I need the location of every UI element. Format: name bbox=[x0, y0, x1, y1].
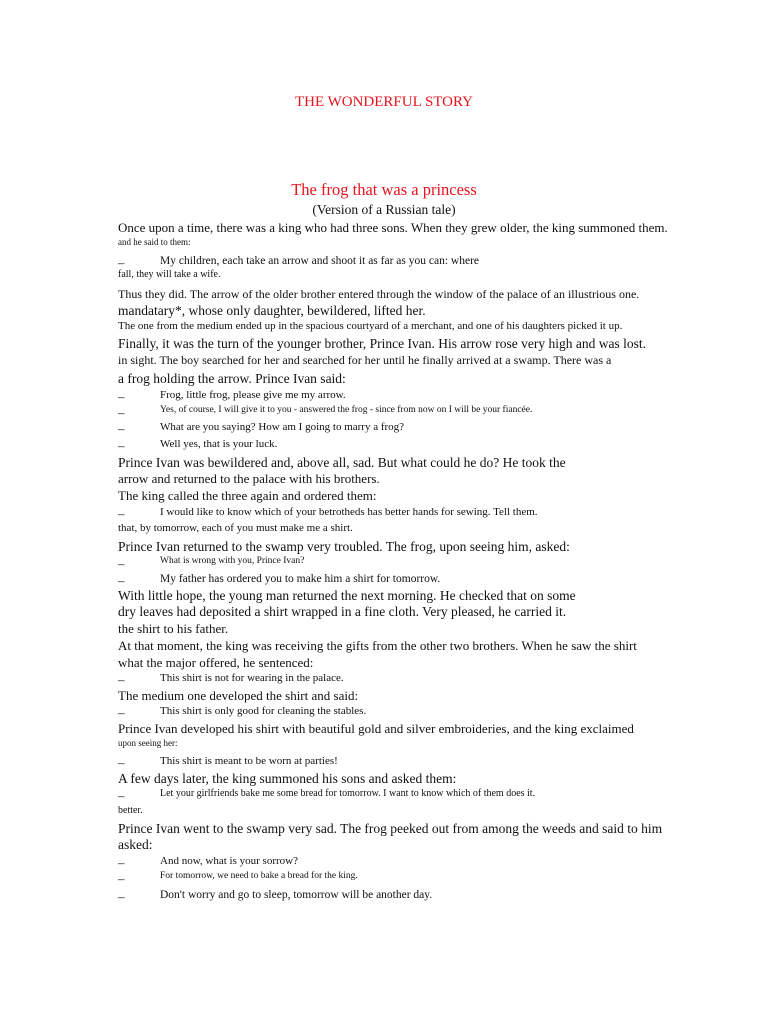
dialogue-line: This shirt is not for wearing in the palace. bbox=[160, 672, 344, 684]
dialogue-dash: – bbox=[118, 255, 125, 270]
dialogue-dash: – bbox=[118, 573, 125, 588]
dialogue-dash: – bbox=[118, 438, 125, 453]
paragraph-line: Finally, it was the turn of the younger brother, Prince Ivan. His arrow rose very high and was lost. bbox=[118, 336, 646, 351]
paragraph-line: what the major offered, he sentenced: bbox=[118, 655, 314, 670]
dialogue-dash: – bbox=[118, 705, 125, 720]
paragraph-line: dry leaves had deposited a shirt wrapped in a fine cloth. Very pleased, he carried it. bbox=[118, 604, 567, 619]
paragraph-line: A few days later, the king summoned his sons and asked them: bbox=[118, 771, 457, 786]
dialogue-dash: – bbox=[118, 871, 125, 886]
paragraph-line: the shirt to his father. bbox=[118, 621, 229, 636]
dialogue-line: Don't worry and go to sleep, tomorrow will be another day. bbox=[160, 889, 433, 901]
paragraph-line: The one from the medium ended up in the spacious courtyard of a merchant, and one of his daughters picked it up. bbox=[118, 320, 623, 332]
paragraph-line: Thus they did. The arrow of the older brother entered through the window of the palace of an illustrious one. bbox=[118, 287, 640, 301]
paragraph-line: Prince Ivan was bewildered and, above all, sad. But what could he do? He took the bbox=[118, 455, 566, 470]
dialogue-line: Frog, little frog, please give me my arrow. bbox=[160, 389, 346, 401]
paragraph-line: fall, they will take a wife. bbox=[118, 269, 221, 280]
dialogue-dash: – bbox=[118, 389, 125, 404]
paragraph-line: better. bbox=[118, 805, 143, 816]
paragraph-line: Once upon a time, there was a king who had three sons. When they grew older, the king summoned them. bbox=[118, 220, 668, 235]
dialogue-dash: – bbox=[118, 889, 125, 904]
dialogue-line: My father has ordered you to make him a shirt for tomorrow. bbox=[160, 573, 441, 585]
paragraph-line: that, by tomorrow, each of you must make me a shirt. bbox=[118, 522, 353, 534]
paragraph-line: asked: bbox=[118, 837, 153, 852]
paragraph-line: The medium one developed the shirt and said: bbox=[118, 688, 359, 703]
dialogue-dash: – bbox=[118, 405, 125, 420]
dialogue-dash: – bbox=[118, 421, 125, 436]
dialogue-line: My children, each take an arrow and shoot it as far as you can: where bbox=[160, 255, 480, 267]
paragraph-line: and he said to them: bbox=[118, 237, 191, 247]
dialogue-dash: – bbox=[118, 755, 125, 770]
paragraph-line: a frog holding the arrow. Prince Ivan said: bbox=[118, 371, 346, 386]
dialogue-line: This shirt is meant to be worn at parties! bbox=[160, 755, 338, 767]
document-title: THE WONDERFUL STORY bbox=[294, 94, 474, 110]
paragraph-line: Prince Ivan returned to the swamp very troubled. The frog, upon seeing him, asked: bbox=[118, 539, 570, 554]
paragraph-line: mandatary*, whose only daughter, bewildered, lifted her. bbox=[118, 303, 426, 318]
paragraph-line: Prince Ivan went to the swamp very sad. The frog peeked out from among the weeds and said to him bbox=[118, 821, 663, 836]
dialogue-line: Yes, of course, I will give it to you - answered the frog - since from now on I will be your fiancée. bbox=[160, 405, 533, 415]
dialogue-dash: – bbox=[118, 506, 125, 521]
dialogue-line: And now, what is your sorrow? bbox=[160, 855, 298, 867]
dialogue-line: What are you saying? How am I going to marry a frog? bbox=[160, 421, 405, 433]
dialogue-dash: – bbox=[118, 672, 125, 687]
dialogue-line: This shirt is only good for cleaning the stables. bbox=[160, 705, 367, 717]
paragraph-line: Prince Ivan developed his shirt with beautiful gold and silver embroideries, and the king exclaimed bbox=[118, 721, 634, 736]
story-subtitle: (Version of a Russian tale) bbox=[312, 202, 456, 217]
dialogue-line: Let your girlfriends bake me some bread for tomorrow. I want to know which of them does it. bbox=[160, 788, 536, 799]
paragraph-line: arrow and returned to the palace with his brothers. bbox=[118, 471, 380, 486]
dialogue-line: Well yes, that is your luck. bbox=[160, 438, 278, 450]
dialogue-dash: – bbox=[118, 556, 125, 571]
paragraph-line: At that moment, the king was receiving the gifts from the other two brothers. When he saw the shirt bbox=[118, 638, 637, 653]
story-title: The frog that was a princess bbox=[291, 180, 477, 199]
dialogue-dash: – bbox=[118, 855, 125, 870]
paragraph-line: upon seeing her: bbox=[118, 738, 178, 748]
dialogue-line: I would like to know which of your betrotheds has better hands for sewing. Tell them. bbox=[160, 506, 538, 518]
paragraph-line: in sight. The boy searched for her and searched for her until he finally arrived at a swamp. There was a bbox=[118, 353, 612, 367]
paragraph-line: With little hope, the young man returned the next morning. He checked that on some bbox=[118, 588, 576, 603]
dialogue-line: For tomorrow, we need to bake a bread for the king. bbox=[160, 871, 358, 881]
dialogue-line: What is wrong with you, Prince Ivan? bbox=[160, 556, 305, 566]
dialogue-dash: – bbox=[118, 788, 125, 803]
paragraph-line: The king called the three again and ordered them: bbox=[118, 488, 377, 503]
